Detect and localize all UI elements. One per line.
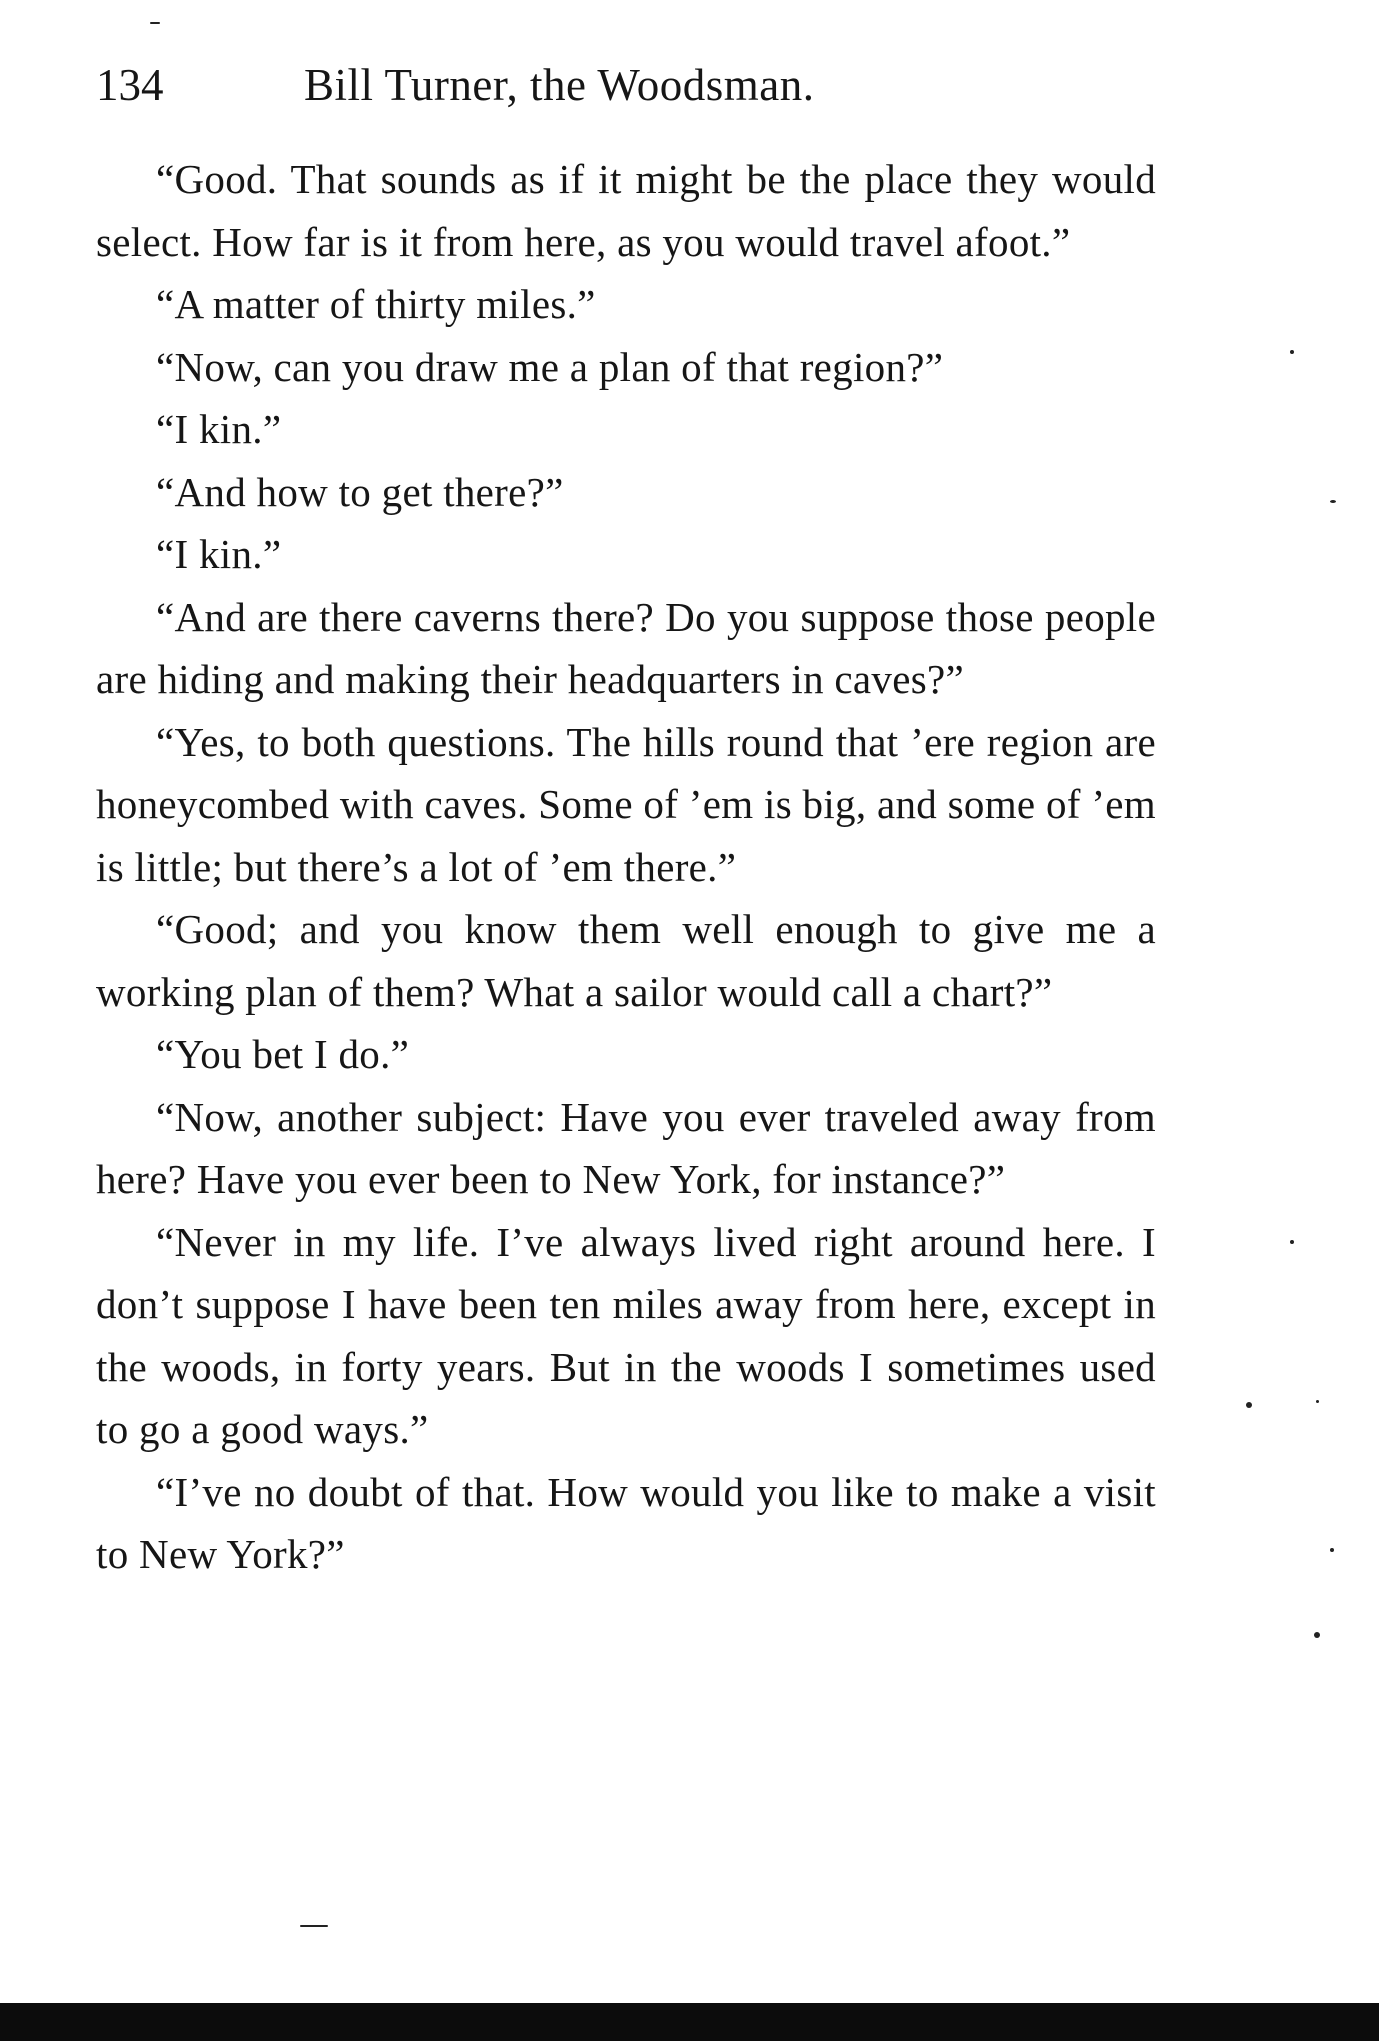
page-number: 134 [96,60,164,110]
page-header [96,55,1156,115]
scan-speck [300,1925,328,1927]
running-title: Bill Turner, the Woodsman. [304,60,815,110]
scan-speck [1290,350,1294,354]
paragraph: “Good; and you know them well enough to give me a working plan of them? What a sailor would call a chart?” [96,906,1156,1015]
scan-speck [150,22,160,24]
scan-speck [1246,1402,1252,1408]
paragraph: “Now, can you draw me a plan of that region?” [156,343,944,390]
paragraph: “You bet I do.” [156,1031,410,1077]
paragraph: “Now, another subject: Have you ever traveled away from here? Have you ever been to New York, for instance?” [96,1093,1156,1202]
paragraph: “And how to get there?” [156,468,564,515]
scan-speck [1314,1632,1320,1638]
paragraph: “And are there caverns there? Do you suppose those people are hiding and making their headquarters in caves?” [96,593,1156,702]
paragraph: “A matter of thirty miles.” [156,281,596,327]
scan-edge-bar [0,2003,1379,2041]
paragraph: “I kin.” [156,406,282,452]
scan-speck [1330,500,1336,503]
scan-speck [1290,1240,1294,1244]
paragraph: “I’ve no doubt of that. How would you like to make a visit to New York?” [96,1468,1156,1577]
paragraph: “Good. That sounds as if it might be the place they would select. How far is it from here, as you would travel afoot.” [96,156,1156,265]
paragraph: “Never in my life. I’ve always lived right around here. I don’t suppose I have been ten miles away from here, except in the woods, in forty years. But in the woods I sometimes used to go a good ways.” [96,1218,1156,1452]
scan-speck [1330,1548,1334,1552]
scan-speck [1316,1400,1319,1403]
paragraph: “Yes, to both questions. The hills round that ’ere region are honeycombed with caves. Some of ’em is big, and some of ’em is little; but there’s a lot of ’em there.” [96,718,1156,890]
body-text [96,148,1156,1586]
paragraph: “I kin.” [156,531,282,577]
